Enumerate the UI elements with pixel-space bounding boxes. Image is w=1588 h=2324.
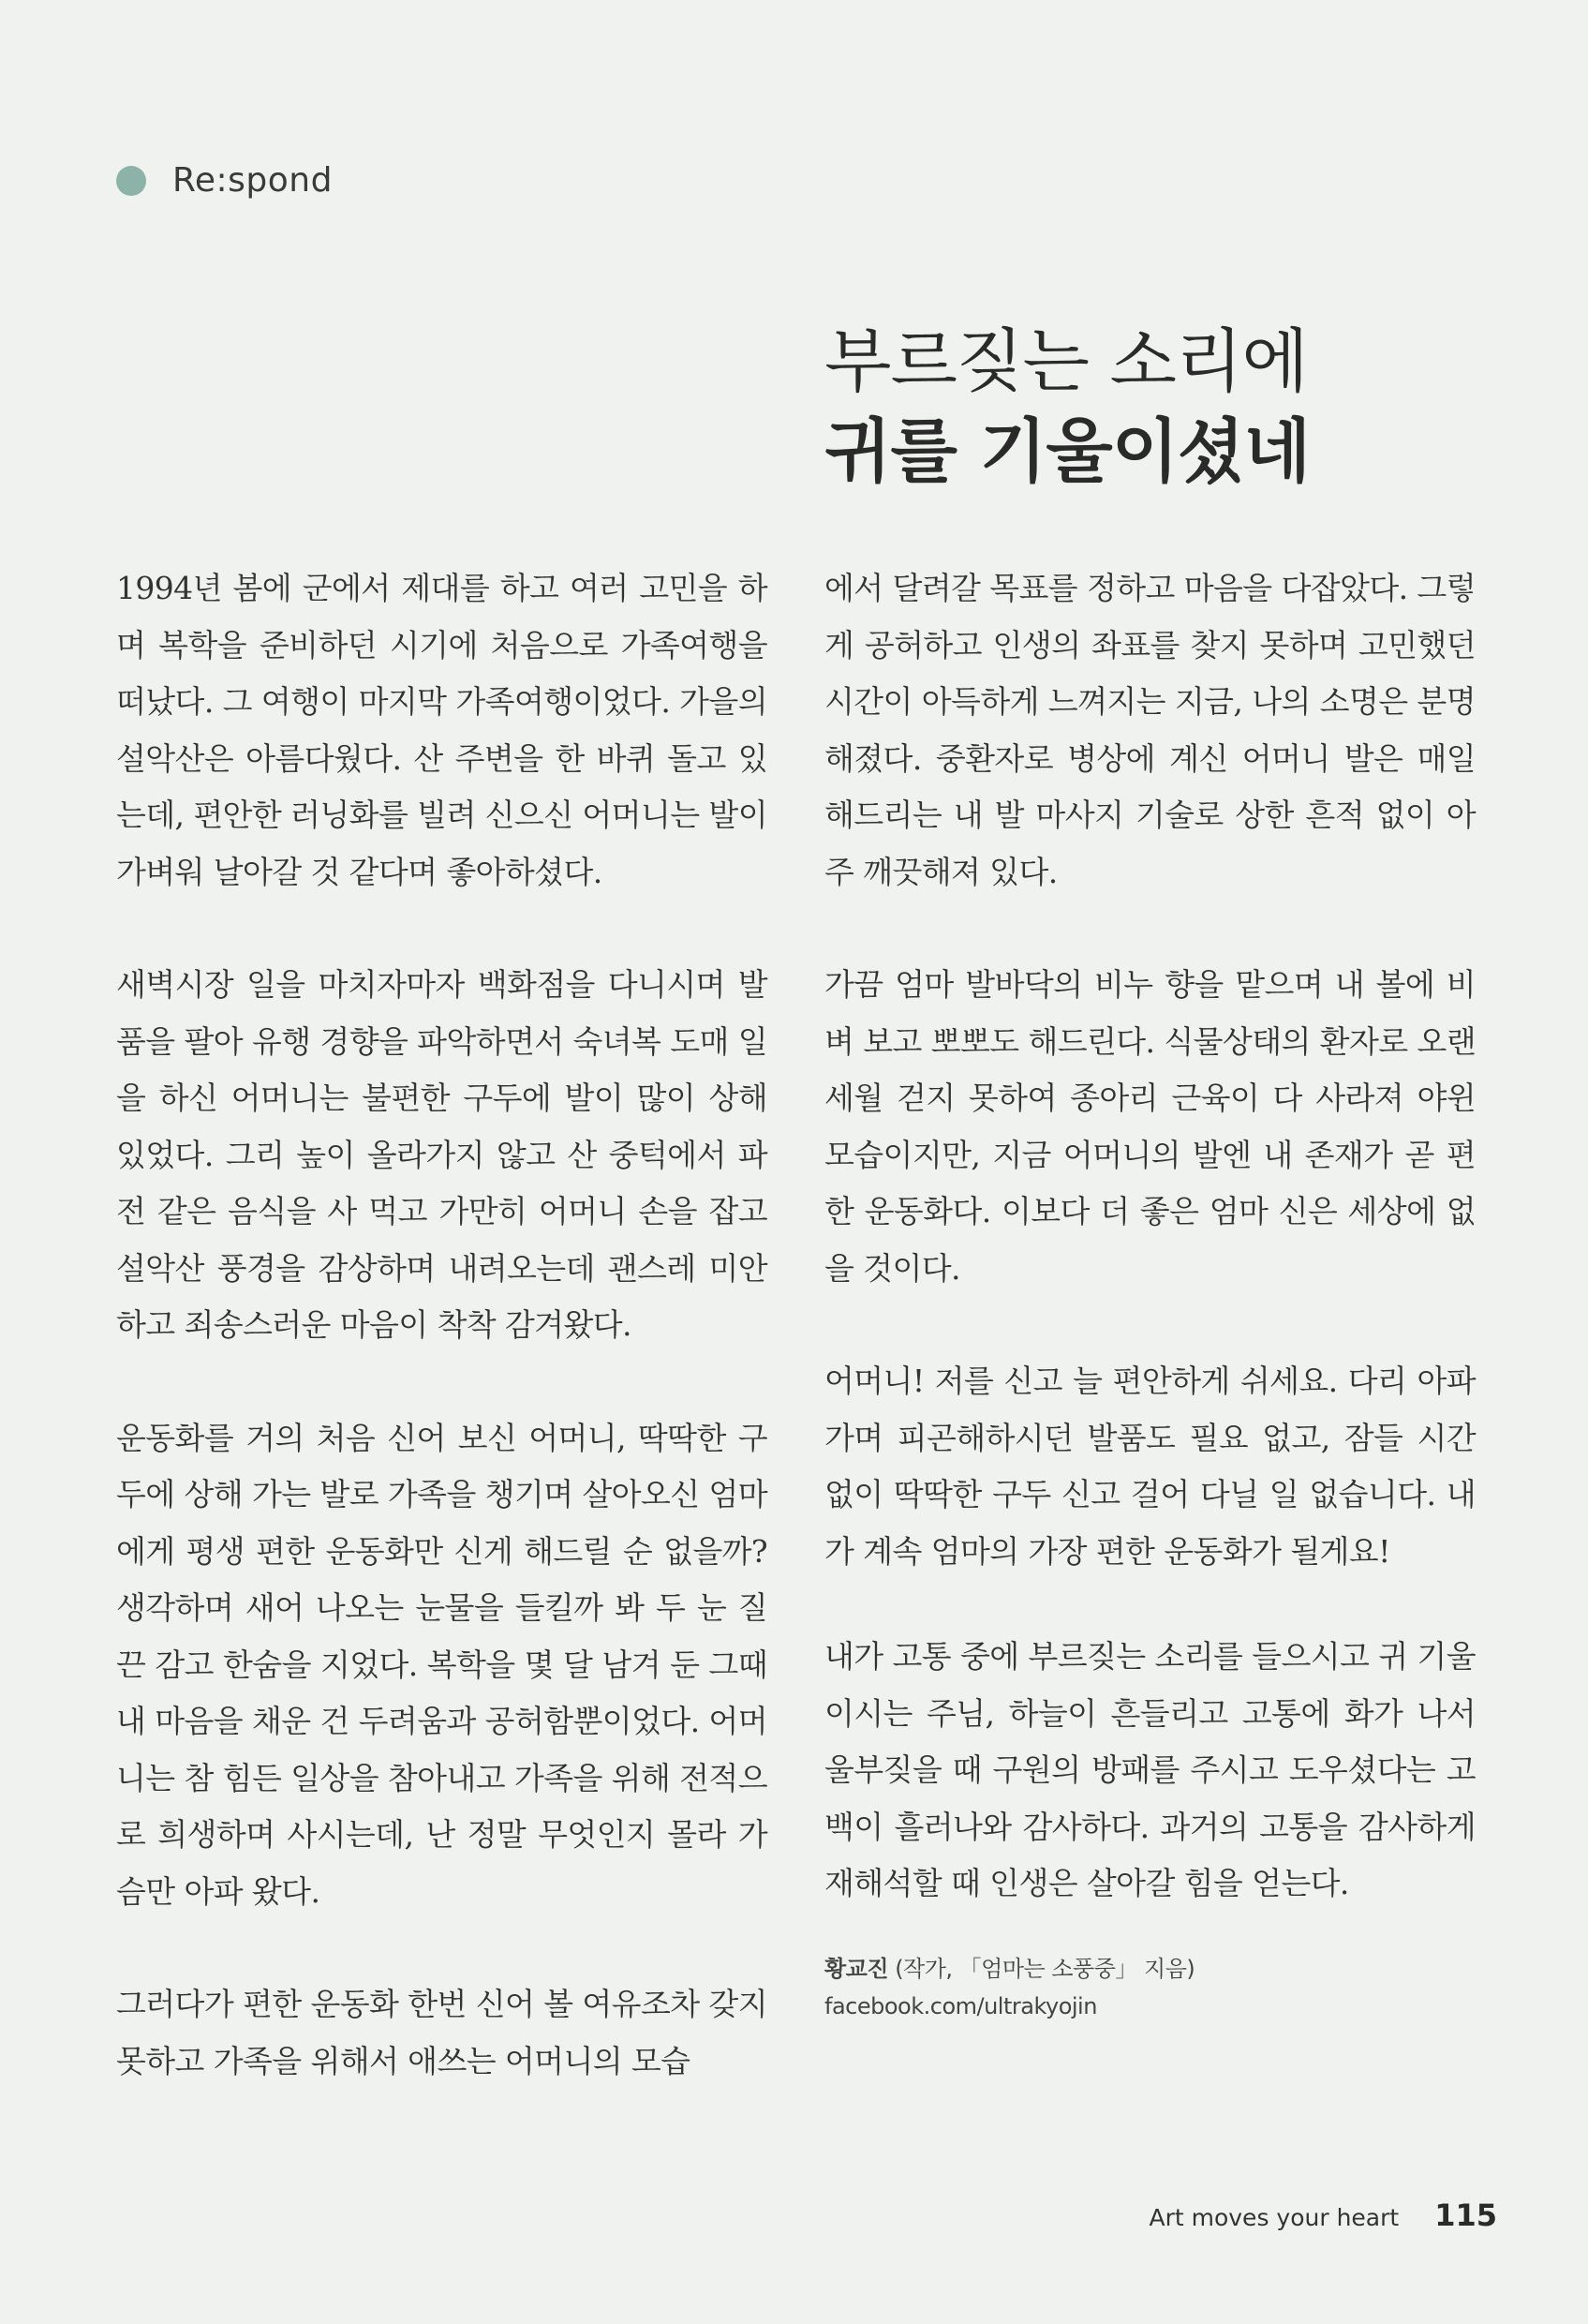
section-dot-icon (116, 166, 146, 196)
paragraph: 1994년 봄에 군에서 제대를 하고 여러 고민을 하며 복학을 준비하던 시기에 처음으로 가족여행을 떠났다. 그 여행이 마지막 가족여행이었다. 가을의 설악산은 아름다웠다. 산 주변을 한 바퀴 돌고 있는데, 편안한 러닝화를 빌려 신으신 어머니는 발이 가벼워 날아갈 것 같다며 좋아하셨다. (116, 570, 767, 890)
article-title (824, 317, 1310, 497)
page-footer (1149, 2197, 1497, 2233)
title-line-1: 부르짖는 소리에 (824, 321, 1308, 402)
author-name: 황교진 (824, 1955, 889, 1982)
paragraph: 그러다가 편한 운동화 한번 신어 볼 여유조차 갖지 못하고 가족을 위해서 애쓰는 어머니의 모습 (116, 1986, 767, 2079)
section-tag (116, 161, 333, 200)
paragraph: 운동화를 거의 처음 신어 보신 어머니, 딱딱한 구두에 상해 가는 발로 가족을 챙기며 살아오신 엄마에게 평생 편한 운동화만 신게 해드릴 순 없을까? 생각하며 새어 나오는 눈물을 들킬까 봐 두 눈 질끈 감고 한숨을 지었다. 복학을 몇 달 남겨 둔 그때 내 마음을 채운 건 두려움과 공허함뿐이었다. 어머니는 참 힘든 일상을 참아내고 가족을 위해 전적으로 희생하며 사시는데, 난 정말 무엇인지 몰라 가슴만 아파 왔다. (116, 1419, 767, 1910)
paragraph: 어머니! 저를 신고 늘 편안하게 쉬세요. 다리 아파가며 피곤해하시던 발품도 필요 없고, 잠들 시간 없이 딱딱한 구두 신고 걸어 다닐 일 없습니다. 내가 계속 엄마의 가장 편한 운동화가 될게요! (824, 1363, 1476, 1570)
left-column (116, 560, 767, 2146)
paragraph: 에서 달려갈 목표를 정하고 마음을 다잡았다. 그렇게 공허하고 인생의 좌표를 찾지 못하며 고민했던 시간이 아득하게 느껴지는 지금, 나의 소명은 분명해졌다. 중환자로 병상에 계신 어머니 발은 매일 해드리는 내 발 마사지 기술로 상한 흔적 없이 아주 깨끗해져 있다. (824, 570, 1476, 890)
footer-tagline: Art moves your heart (1149, 2204, 1400, 2231)
section-label: Re:spond (172, 161, 333, 200)
page-number: 115 (1434, 2197, 1497, 2233)
author-description: (작가, 「엄마는 소풍중」 지음) (888, 1955, 1195, 1982)
right-column (824, 560, 1476, 2025)
author-link[interactable]: facebook.com/ultrakyojin (824, 1992, 1097, 2019)
paragraph: 새벽시장 일을 마치자마자 백화점을 다니시며 발품을 팔아 유행 경향을 파악하면서 숙녀복 도매 일을 하신 어머니는 불편한 구두에 발이 많이 상해 있었다. 그리 높이 올라가지 않고 산 중턱에서 파전 같은 음식을 사 먹고 가만히 어머니 손을 잡고 설악산 풍경을 감상하며 내려오는데 괜스레 미안하고 죄송스러운 마음이 착착 감겨왔다. (116, 966, 767, 1343)
paragraph: 내가 고통 중에 부르짖는 소리를 들으시고 귀 기울이시는 주님, 하늘이 흔들리고 고통에 화가 나서 울부짖을 때 구원의 방패를 주시고 도우셨다는 고백이 흘러나와 감사하다. 과거의 고통을 감사하게 재해석할 때 인생은 살아갈 힘을 얻는다. (824, 1638, 1476, 1901)
paragraph: 가끔 엄마 발바닥의 비누 향을 맡으며 내 볼에 비벼 보고 뽀뽀도 해드린다. 식물상태의 환자로 오랜 세월 걷지 못하여 종아리 근육이 다 사라져 야윈 모습이지만, 지금 어머니의 발엔 내 존재가 곧 편한 운동화다. 이보다 더 좋은 엄마 신은 세상에 없을 것이다. (824, 966, 1476, 1287)
author-byline (824, 1950, 1476, 2025)
title-line-2: 귀를 기울이셨네 (824, 411, 1311, 492)
